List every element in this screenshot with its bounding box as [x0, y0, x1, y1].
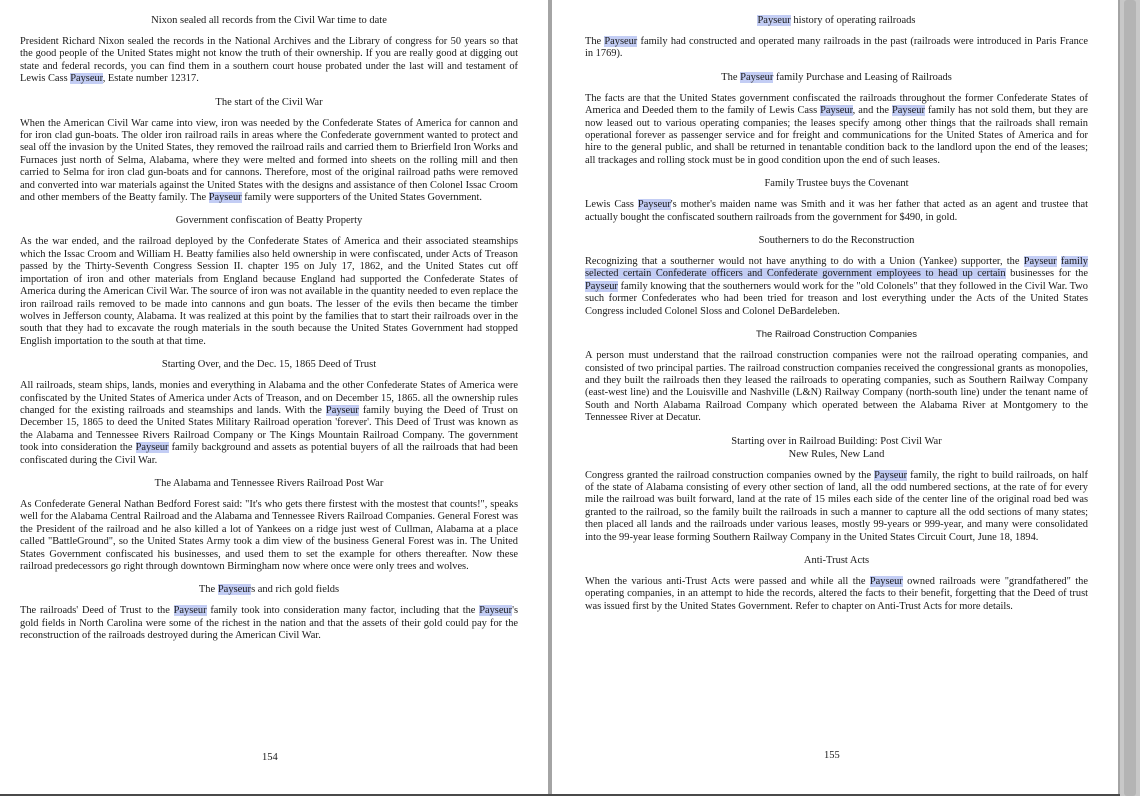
- page-154: [0, 0, 548, 794]
- paragraph: As the war ended, and the railroad deployed by the Confederate States of America and their associated steamships which the Issac Croom and William H. Beatty families also held ownership in were confiscated, under Acts of Treason passed by the Thirty-Seventh Congress Session II. chapter 195 on July 17, 1862, and the United States cut off importation of iron and other materials from England because England had supported the Confederate States of America during the American Civil War. The source of iron was not available in the quantity needed to even replace the iron railroad rails removed to be made into cannons and gun boats. The lesser of the evils then became the timber wolves in Jefferson county, Alabama. It was realized at this point by the families that to start their railroads over in the south that they had to excavate the rough materials in the south because the United States Government had stopped English importation to the south at that time.: [20, 236, 518, 347]
- section-heading-text: Payseur history of operating railroads: [757, 15, 916, 26]
- section-heading-text: Starting Over, and the Dec. 15, 1865 Deed of Trust: [161, 359, 377, 371]
- paragraph: Congress granted the railroad construction companies owned by the Payseur family, the right to build railroads, on half of the state of Alabama consisting of every other section of land, all the odd numbered sections, at the rate of for every mile the railroad was built forward, land at the rate of 15 miles each side of the center line of the original road bed was granted to the railroad, so the family built the railroads in such a manner to capture all the odd sections of many states; then placed all lands and the railroads under various leases, mostly 99-years or 999-year, and many were consolidated into the 99-year lease forming Southern Railway Company in the United States Circuit Court, June 18, 1894.: [585, 469, 1088, 543]
- search-highlight: Payseur: [173, 605, 207, 617]
- section-heading: [20, 358, 518, 371]
- search-highlight: Payseur: [585, 280, 618, 292]
- section-heading: [585, 234, 1088, 247]
- search-highlight: Payseur: [874, 469, 908, 481]
- section-heading: [585, 177, 1088, 190]
- paragraph: When the American Civil War came into view, iron was needed by the Confederate States of America for cannon and for iron clad gun-boats. The older iron railroad rails in areas where the Confederate government wanted to protect and seal off the invasion by the United States, they removed the railroad rails and carried them to Brierfield Iron Works and Furnaces just north of Selma, Alabama, where they were melted and formed into sheets on the rolling mill and then carried to Selma for iron clad gun-boats and for cannons. Therefore, most of the original railroad paths were removed and converted into war materials against the United States with the designs and assistance of then Colonel Issac Croom and other members of the Beatty family. The Payseur family were supporters of the United States Government.: [20, 117, 518, 204]
- section-heading: [585, 554, 1088, 567]
- page-number: 155: [824, 750, 840, 761]
- paragraph: When the various anti-Trust Acts were passed and while all the Payseur owned railroads were "grandfathered" the operating companies, in an attempt to hide the records, altered the facts to their benefit, forgetting that the Deed of trust was issued first by the United States Government. Refer to chapter on Anti-Trust Acts for more details.: [585, 575, 1088, 612]
- section-heading-text: Anti-Trust Acts: [803, 554, 870, 566]
- paragraph: The railroads' Deed of Trust to the Payseur family took into consideration many factor, including that the Payseur's gold fields in North Carolina were some of the richest in the nation and that the assets of their gold could pay for the reconstruction of the railroads destroyed during the American Civil War.: [20, 605, 519, 642]
- paragraph: President Richard Nixon sealed the records in the National Archives and the Library of congress for 50 years so that the good people of the United States might not know the truth of their ownership. If you are really good at digging out state and federal records, you can find them in a southern court house probated under the last will and testament of Lewis Cass Payseur, Estate number 12317.: [20, 36, 518, 85]
- paragraph: As Confederate General Nathan Bedford Forest said: "It's who gets there firstest with the mostest that counts!", speaks well for the Alabama Central Railroad and the Alabama and Tennessee Rivers Railroad Companies. General Forest was the President of the railroad and he also killed a lot of Yankees on a ridge just west of Cullman, Alabama at a place called "BattleGround", so the United States Army took a dim view of the business General Forest was in. The United States Government confiscated his businesses, and used them to set the example for others thereafter. Now these railroad predecessors go right through downtown Birmingham now where once were only trees and wolves.: [20, 498, 518, 572]
- search-highlight: Payseur: [740, 71, 774, 83]
- page-content: [585, 14, 1088, 613]
- section-heading-text: Southerners to do the Reconstruction: [758, 235, 915, 247]
- search-highlight: Payseur: [757, 15, 791, 26]
- section-heading-text: Nixon sealed all records from the Civil War time to date: [151, 15, 387, 26]
- section-heading: [20, 96, 518, 109]
- section-heading-text: Family Trustee buys the Covenant: [764, 178, 909, 190]
- search-highlight: Payseur: [892, 105, 925, 117]
- section-heading: [585, 14, 1088, 27]
- scrollbar-thumb[interactable]: [1124, 0, 1136, 796]
- page-content: [20, 14, 518, 643]
- search-highlight: Payseur: [479, 605, 513, 617]
- search-highlight: Payseur: [869, 575, 903, 587]
- search-highlight: Payseur: [70, 73, 103, 85]
- paragraph: Lewis Cass Payseur's mother's maiden name was Smith and it was her father that acted as an agent and trustee that actually bought the confiscated southern railroads from the government for $490, in gold.: [585, 199, 1088, 223]
- page-number: 154: [262, 752, 278, 763]
- paragraph: All railroads, steam ships, lands, monies and everything in Alabama and the other Confederate States of America were confiscated by the United States of America under Acts of Treason, and on December 15, 1865. all the ownership rules changed for the existing railroads and steamships and lands. With the Payseur family buying the Deed of Trust on December 15, 1865 to deed the United States Military Railroad operation 'forever'. This Deed of Trust was known as the Alabama and Tennessee Rivers Railroad Company or The Kings Mountain Railroad Company. The government took into consideration the Payseur family background and assets as potential buyers of all the railroads that had been confiscated during the Civil War.: [20, 380, 519, 466]
- section-heading: [585, 328, 1088, 341]
- section-heading: [20, 477, 518, 490]
- search-highlight: Payseur: [637, 199, 671, 211]
- section-heading: [585, 71, 1088, 84]
- section-heading-text: The Payseurs and rich gold fields: [198, 584, 340, 596]
- section-heading-text: The start of the Civil War: [215, 96, 323, 108]
- paragraph: A person must understand that the railroad construction companies were not the railroad operating companies, and consisted of two principal parties. The railroad construction companies received the congressional grants as monopolies, and they built the railroads then they leased the railroads to operating companies, such as Southern Railway Company (east-west line) and the Louisville and Nashville (L&N) Railway Company (north-south line) under the tenant name of South and North Alabama Railroad Company which operated between the Alabama River at Montgomery to the Tennessee River at Decatur.: [585, 350, 1088, 424]
- section-heading: [585, 435, 1088, 461]
- search-highlight: Payseur: [135, 442, 169, 454]
- paragraph: The facts are that the United States government confiscated the railroads throughout the former Confederate States of America and Deeded them to the family of Lewis Cass Payseur, and the Payseur family has not sold them, but they are now leased out to various operating companies; the leases specify among other things that the railroads shall remain operational forever as passenger service and for freight and communications for the United States of America and for hire to the general public, and shall be returned in tenantable condition back to the landlord upon the end of the leases; all trackages and rolling stock must be in good condition upon the end of such leases.: [585, 92, 1088, 166]
- section-heading-text: The Railroad Construction Companies: [755, 329, 918, 341]
- section-heading-text: The Alabama and Tennessee Rivers Railroad Post War: [154, 477, 384, 489]
- section-heading: [20, 583, 518, 596]
- search-highlight: Payseur: [325, 404, 359, 416]
- section-heading-text: Starting over in Railroad Building: Post Civil War: [731, 435, 942, 447]
- section-heading: [20, 214, 518, 227]
- paragraph: Recognizing that a southerner would not have anything to do with a Union (Yankee) supporter, the Payseur family selected certain Confederate officers and Confederate government employees to head up certain businesses for the Payseur family knowing that the southerners would work for the "old Colonels" that they followed in the Civil War. Two such former Confederates who had been tried for treason and lost everything under the Acts of the United States Congress included Colonel Sloss and Colonel DeBardeleben.: [585, 256, 1088, 317]
- search-highlight: family selected certain Confederate officers and Confederate government employees to head up certain: [585, 256, 1088, 280]
- search-highlight: Payseur: [208, 192, 242, 204]
- paragraph: The Payseur family had constructed and operated many railroads in the past (railroads were introduced in Paris France in 1769).: [585, 36, 1088, 60]
- section-subheading: New Rules, New Land: [788, 448, 885, 460]
- page-155: [552, 0, 1118, 794]
- section-heading: [20, 14, 518, 27]
- search-highlight: Payseur: [604, 36, 638, 47]
- search-highlight: Payseur: [820, 105, 853, 117]
- section-heading-text: The Payseur family Purchase and Leasing of Railroads: [721, 71, 952, 83]
- section-heading-text: Government confiscation of Beatty Property: [175, 215, 363, 227]
- search-highlight: Payseur: [217, 584, 252, 596]
- search-highlight: Payseur: [1023, 256, 1057, 268]
